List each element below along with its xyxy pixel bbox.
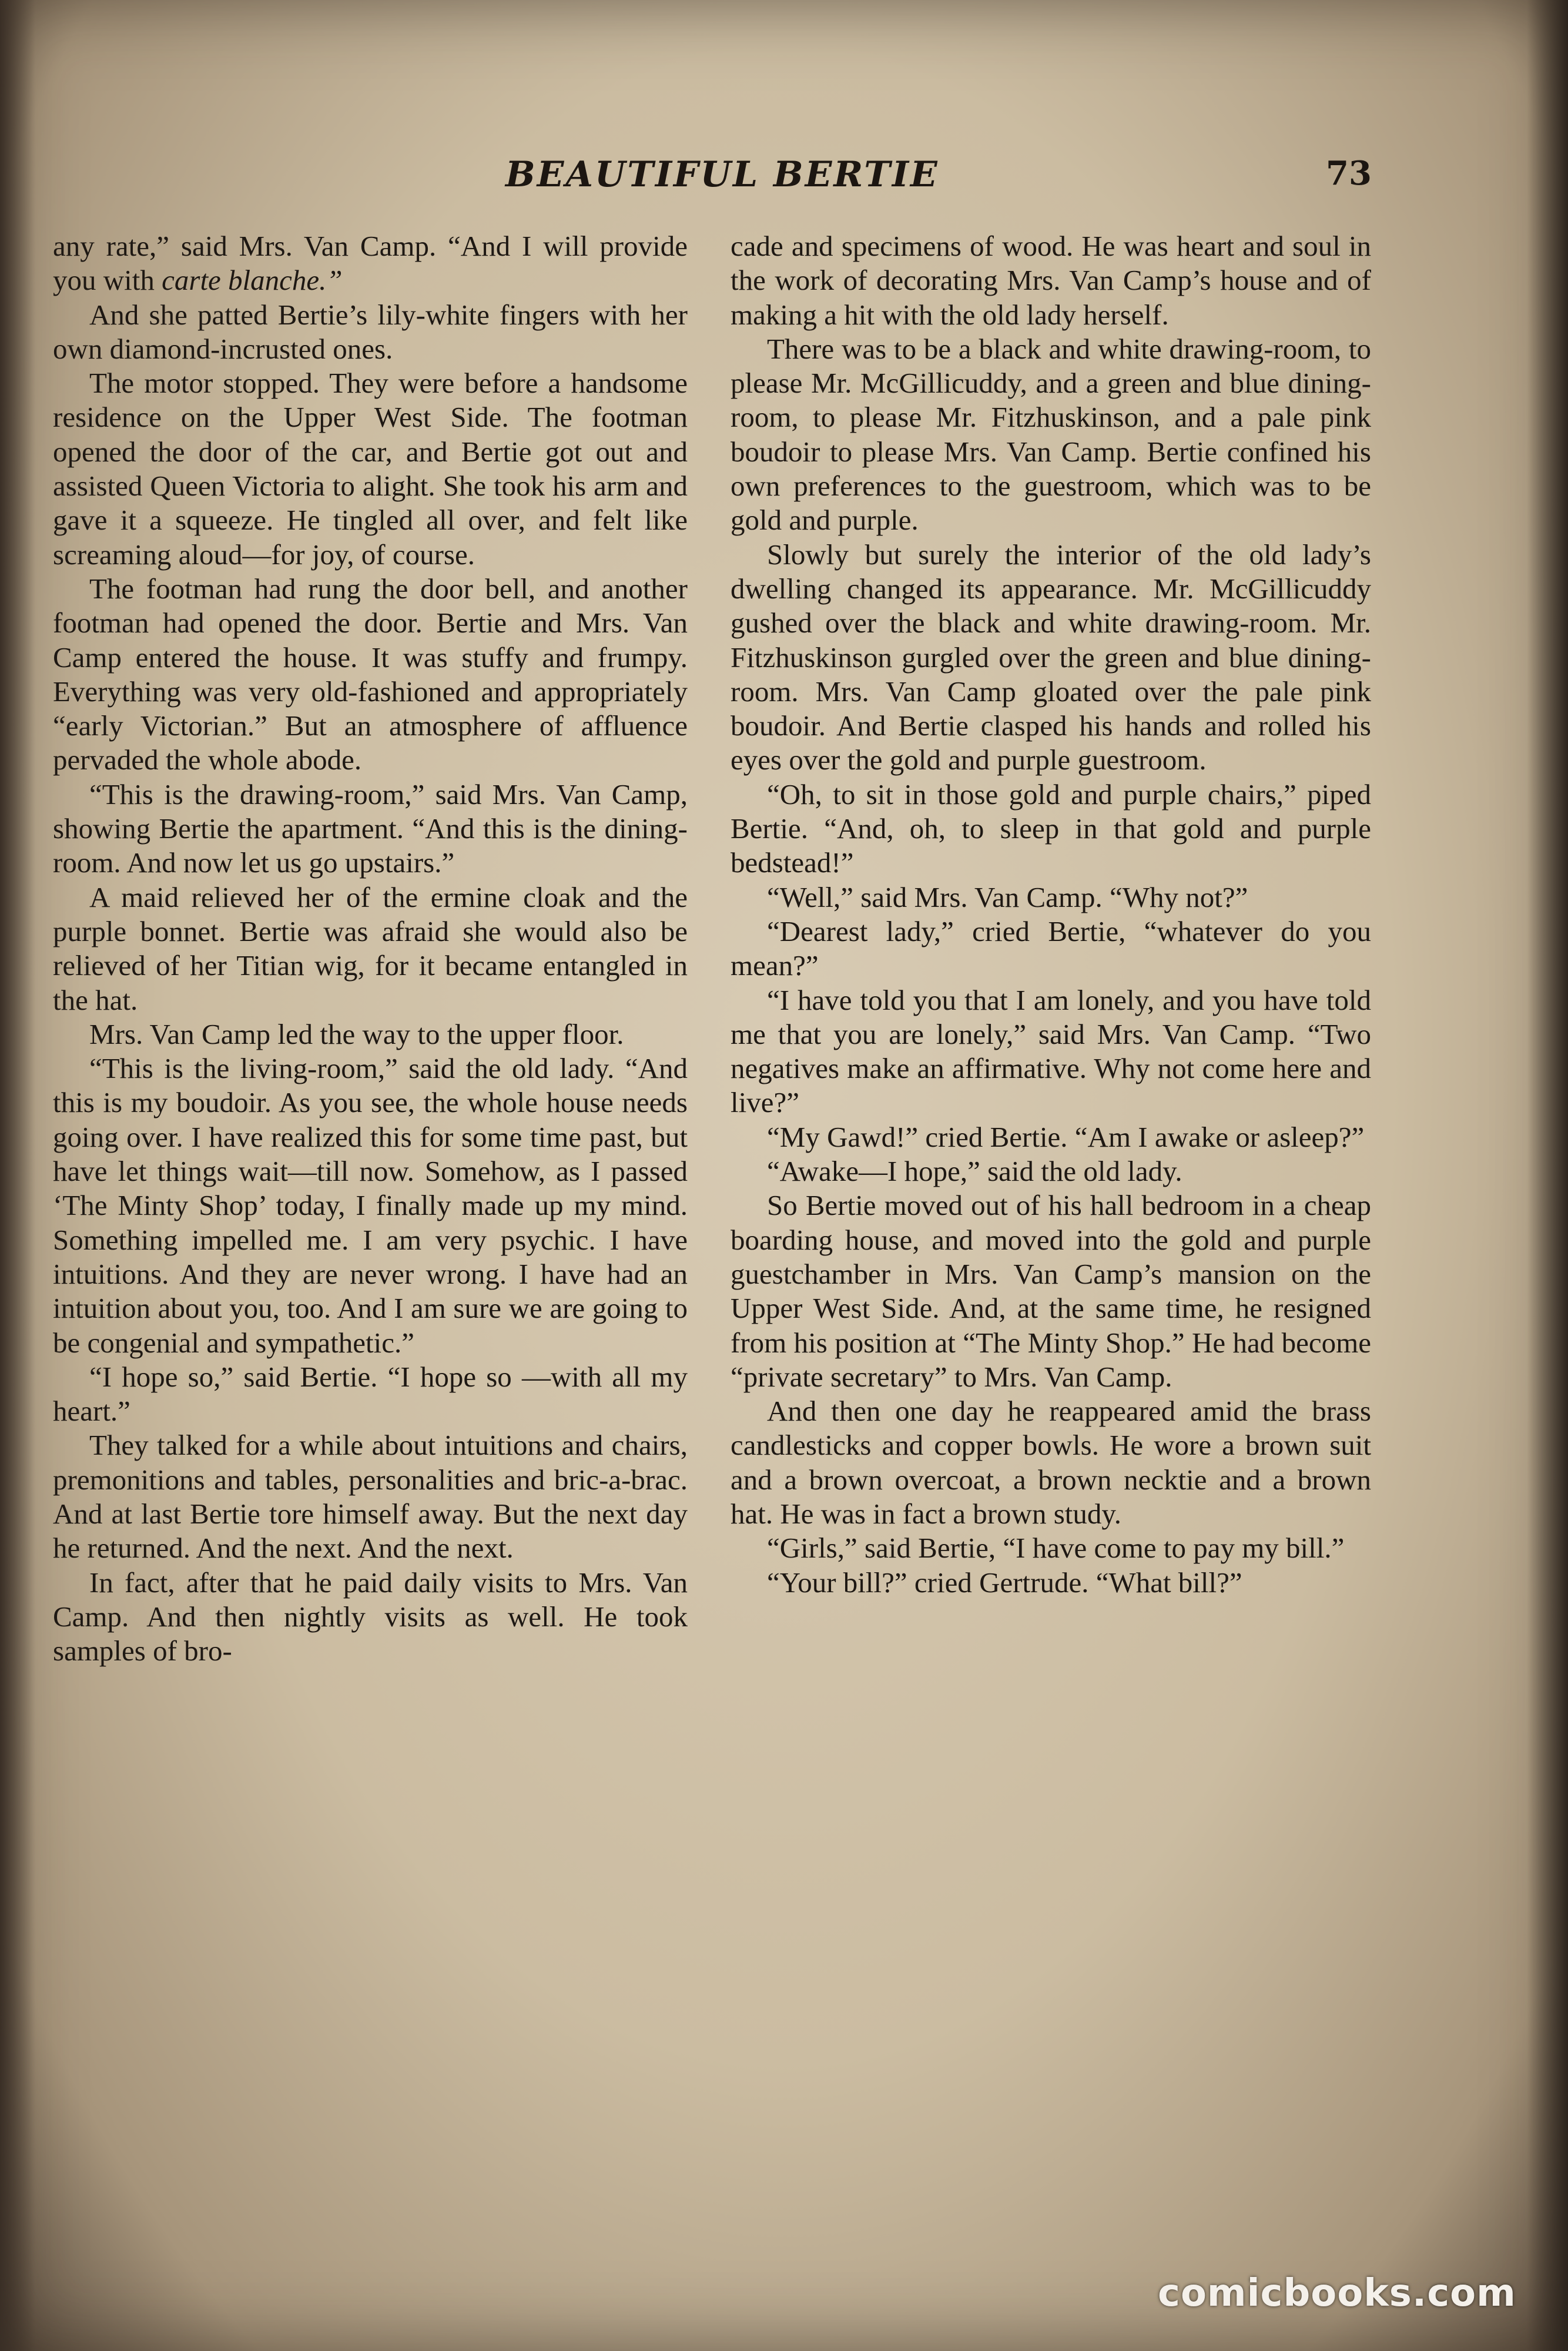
paragraph-text: A maid relieved her of the ermine cloak and the purple bonnet. Bertie was afraid she would also be relieved of her Titian wig, for it became entangled in the hat. [53, 880, 688, 1016]
paragraph [731, 229, 1371, 332]
page-number: 73 [1326, 154, 1372, 193]
paragraph-text: “I have told you that I am lonely, and you have told me that you are lonely,” said Mrs. Van Camp. “Two negatives make an affirmative. Why not come here and live?” [731, 983, 1371, 1119]
paragraph [731, 1154, 1371, 1188]
paragraph [53, 366, 688, 572]
paragraph [731, 1188, 1371, 1394]
paragraph-text: Mrs. Van Camp led the way to the upper floor. [89, 1017, 624, 1050]
paragraph [53, 778, 688, 880]
running-title: BEAUTIFUL BERTIE [505, 154, 939, 195]
paragraph-text: And then one day he reappeared amid the brass candlesticks and copper bowls. He wore a brown suit and a brown overcoat, a brown necktie and a brown hat. He was in fact a brown study. [731, 1395, 1371, 1530]
paragraph [731, 1531, 1371, 1565]
paragraph-text: any rate,” said Mrs. Van Camp. “And I will provide you with [53, 230, 688, 297]
page-left-edge [0, 0, 35, 2351]
page-right-edge [1527, 0, 1568, 2351]
page-header [0, 154, 1568, 201]
site-watermark: comicbooks.com [1158, 2272, 1516, 2315]
paragraph [53, 298, 688, 367]
paragraph-text: cade and specimens of wood. He was heart and soul in the work of decorating Mrs. Van Camp’s house and of making a hit with the old lady herself. [731, 230, 1371, 331]
paragraph [731, 915, 1371, 983]
paragraph-text: Slowly but surely the interior of the old lady’s dwelling changed its appearance. Mr. McGillicuddy gushed over the black and white drawing-room. Mr. Fitzhuskinson gurgled over the green and blue dining-room. Mrs. Van Camp gloated over the pale pink boudoir. And Bertie clasped his hands and rolled his eyes over the gold and purple guestroom. [731, 538, 1371, 776]
left-text-column [53, 229, 688, 1668]
paragraph [731, 983, 1371, 1120]
right-text-column [731, 229, 1371, 1600]
paragraph-text: “This is the living-room,” said the old lady. “And this is my boudoir. As you see, the whole house needs going over. I have realized this for some time past, but have let things wait—till now. Somehow, as I passed ‘The Minty Shop’ today, I finally made up my mind. Something impelled me. I am very psychic. I have intuitions. And they are never wrong. I have had an intuition about you, too. And I am sure we are going to be congenial and sympathetic.” [53, 1052, 688, 1359]
paragraph [53, 880, 688, 1017]
paragraph [731, 1394, 1371, 1531]
paragraph-text: “Well,” said Mrs. Van Camp. “Why not?” [767, 880, 1248, 913]
paragraph [53, 572, 688, 778]
paragraph [731, 538, 1371, 778]
paragraph-text: The motor stopped. They were before a handsome residence on the Upper West Side. The footman opened the door of the car, and Bertie got out and assisted Queen Victoria to alight. She took his arm and gave it a squeeze. He tingled all over, and felt like screaming aloud—for joy, of course. [53, 367, 688, 571]
paragraph-text: “I hope so,” said Bertie. “I hope so —with all my heart.” [53, 1360, 688, 1428]
paragraph [53, 1566, 688, 1669]
paragraph [53, 1360, 688, 1429]
paragraph [731, 778, 1371, 880]
paragraph-text: “My Gawd!” cried Bertie. “Am I awake or asleep?” [767, 1120, 1365, 1153]
paragraph-text: “Girls,” said Bertie, “I have come to pay my bill.” [767, 1532, 1345, 1565]
paragraph [53, 1017, 688, 1051]
paragraph [731, 1566, 1371, 1600]
paragraph [53, 1051, 688, 1360]
paragraph-text: “Dearest lady,” cried Bertie, “whatever do you mean?” [731, 915, 1371, 982]
paragraph [53, 229, 688, 298]
paragraph-text: And she patted Bertie’s lily-white fingers with her own diamond-incrusted ones. [53, 298, 688, 365]
italic-phrase: carte blanche.” [162, 264, 343, 297]
paragraph-text: The footman had rung the door bell, and another footman had opened the door. Bertie and Mrs. Van Camp entered the house. It was stuffy and frumpy. Everything was very old-fashioned and appropriately “early Victorian.” But an atmosphere of affluence pervaded the whole abode. [53, 572, 688, 776]
paragraph-text: “Oh, to sit in those gold and purple chairs,” piped Bertie. “And, oh, to sleep in that gold and purple bedstead!” [731, 778, 1371, 879]
paragraph-text: In fact, after that he paid daily visits to Mrs. Van Camp. And then nightly visits as well. He took samples of bro- [53, 1566, 688, 1667]
paragraph-text: “Your bill?” cried Gertrude. “What bill?” [767, 1566, 1242, 1599]
paragraph-text: There was to be a black and white drawing-room, to please Mr. McGillicuddy, and a green and blue dining-room, to please Mr. Fitzhuskinson, and a pale pink boudoir to please Mrs. Van Camp. Bertie confined his own preferences to the guestroom, which was to be gold and purple. [731, 332, 1371, 537]
paragraph [53, 1428, 688, 1565]
paragraph-text: They talked for a while about intuitions and chairs, premonitions and tables, personalities and bric-a-brac. And at last Bertie tore himself away. But the next day he returned. And the next. And the next. [53, 1429, 688, 1565]
paragraph [731, 332, 1371, 538]
paragraph [731, 880, 1371, 915]
paragraph-text: “Awake—I hope,” said the old lady. [767, 1155, 1182, 1188]
paragraph-text: “This is the drawing-room,” said Mrs. Van Camp, showing Bertie the apartment. “And this is the dining-room. And now let us go upstairs.” [53, 778, 688, 879]
paragraph-text: So Bertie moved out of his hall bedroom in a cheap boarding house, and moved into the gold and purple guestchamber in Mrs. Van Camp’s mansion on the Upper West Side. And, at the same time, he resigned from his position at “The Minty Shop.” He had become “private secretary” to Mrs. Van Camp. [731, 1189, 1371, 1393]
paragraph [731, 1120, 1371, 1154]
